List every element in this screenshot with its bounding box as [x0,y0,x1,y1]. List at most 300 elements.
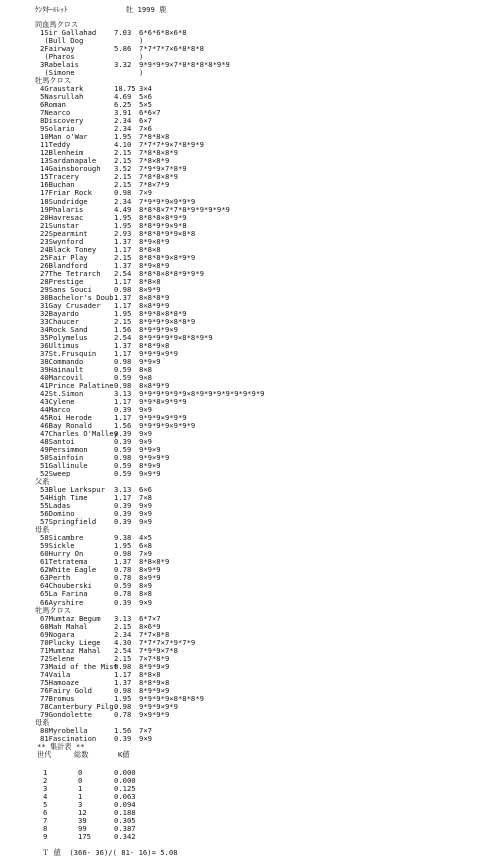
ancestor-name: 7Nearco [40,108,71,118]
ancestor-name: 5Nasrullah [40,92,84,102]
count: 12 [78,808,87,817]
ancestor-name: 70Plucky Liege [40,637,101,647]
summary-header [0,751,480,759]
blood-percentage: 1.17 [114,276,132,286]
ancestor-name: 43Cylene [40,397,75,406]
cross-pattern: 9×9*9 [139,469,161,479]
cross-pattern: 8×9 [139,581,152,591]
count: 0 [78,775,83,785]
ancestor-name: 21Sunstar [40,220,79,230]
blood-percentage: 0.98 [114,380,132,390]
col-generation: 世代 [37,749,52,759]
cross-pattern: 7*7*7*7×6*8*8*8 [139,44,204,54]
cross-pattern: 8*8*9×8 [139,677,170,687]
cross-pattern: 7*7×8*8 [139,629,170,639]
blood-percentage: 6.25 [114,100,132,110]
cross-pattern: 8*8*9×8 [139,340,170,350]
cross-pattern: 8*8×8 [139,669,161,679]
cross-pattern: 8*9*9×9 [139,661,170,671]
blood-percentage: 2.15 [114,148,132,158]
ancestor-name: 73Maid of the Mist [40,661,118,671]
cross-pattern: 6×8 [139,541,152,551]
ancestor-name: 55Ladas [40,501,71,511]
cross-pattern: 9×9 [139,733,152,743]
blood-percentage: 2.93 [114,228,132,238]
ancestor-name: 81Fascination [40,733,97,743]
ancestor-name: 47Charles O'Malley [40,429,118,438]
blood-percentage: 0.98 [114,701,132,711]
blood-percentage: 1.37 [114,557,132,567]
cross-row [0,518,480,526]
cross-pattern: 9*9*9×9*9 [139,701,178,711]
cross-pattern: 7*8*8×8 [139,132,170,142]
cross-pattern: 7*7*7×7*9*7*9 [139,637,196,647]
ancestor-name: 34Rock Sand [40,324,88,334]
ancestor-name: 3Rabelais [40,60,79,70]
ancestor-name: 57Springfield [40,517,97,527]
ancestor-name: 76Fairy Gold [40,685,92,695]
ancestor-name: 2Fairway [40,44,75,54]
cross-row [0,663,480,671]
cross-pattern: 7×9 [139,188,152,198]
ancestor-name: 36Ultimus [40,340,79,350]
col-k-value: K値 [118,749,130,759]
blood-percentage: 0.98 [114,356,132,366]
t-value-line [0,849,480,857]
section-heading: 同血馬クロス [35,20,79,29]
blood-percentage: 1.56 [114,421,132,430]
blood-percentage: 0.78 [114,565,132,575]
cross-pattern: 9×9 [139,509,152,519]
cross-pattern: 7*8×8*9 [139,156,170,166]
cross-pattern: 8*9×8*9 [139,260,170,270]
k-value: 0.188 [114,808,136,817]
cross-pattern: 9*9*9×9*9 [139,348,178,358]
blood-percentage: 0.39 [114,733,132,743]
blood-percentage: 1.17 [114,493,132,503]
summary-row [0,793,480,801]
blood-percentage: 1.37 [114,260,132,270]
ancestor-name: 64Chouberski [40,581,92,591]
generation: 3 [43,783,48,793]
generation: 8 [43,824,48,833]
ancestor-name: 69Nogara [40,629,75,639]
ancestor-name: 14Gainsborough [40,164,101,174]
k-value: 0.094 [114,799,136,809]
blood-percentage: 0.39 [114,437,132,447]
cross-pattern: 9*9*9*9×7*8*8*8*8*9*9 [139,60,230,70]
cross-pattern: 8*8*9*9×9*8 [139,220,187,230]
cross-pattern: 7*7*7*9×7*8*9*9 [139,140,204,150]
ancestor-name: 1Sir Gallahad [40,28,97,37]
count: 1 [78,791,83,801]
cross-pattern: 8×8*9*9 [139,300,170,310]
count: 99 [78,824,87,833]
ancestor-name: 12Blenheim [40,148,84,158]
cross-pattern: 7*9*9×7*8*9 [139,164,187,174]
blood-percentage: 4.10 [114,140,132,150]
ancestor-name: 75Hamoaze [40,677,79,687]
ancestor-name: 51Gallinule [40,461,88,471]
ancestor-name: 68Mah Mahal [40,621,88,631]
ancestor-name: 17Friar Rock [40,188,92,198]
ancestor-name: 26Blandford [40,260,88,270]
blood-percentage: 3.52 [114,164,132,174]
count: 39 [78,816,87,825]
blood-percentage: 0.59 [114,581,132,591]
ancestor-name: 33Chaucer [40,316,79,326]
section-heading: 父系 [35,477,50,487]
cross-pattern: 8*9*9*9*9×8*8*9*9 [139,332,213,342]
blood-percentage: 2.54 [114,645,132,655]
ancestor-name: 29Sans Souci [40,284,92,294]
cross-row [0,462,480,470]
blood-percentage: 18.75 [114,84,136,94]
ancestor-name: 24Black Toney [40,244,97,254]
blood-percentage: 4.49 [114,204,132,214]
cross-pattern: 3×4 [139,84,152,94]
blood-percentage: 0.39 [114,509,132,519]
blood-percentage: 3.32 [114,60,132,70]
ancestor-name: 11Teddy [40,140,71,150]
cross-row [0,470,480,478]
blood-percentage: 0.39 [114,501,132,511]
ancestor-name: (Pharos [40,52,75,62]
blood-percentage: 4.69 [114,92,132,102]
count: 0 [78,767,83,777]
ancestor-name: 80Myrobella [40,725,88,735]
ancestor-name: 72Selene [40,653,75,663]
blood-percentage: 2.54 [114,332,132,342]
k-value: 0.305 [114,816,136,825]
ancestor-name: 4Graustark [40,84,84,94]
blood-percentage: 2.34 [114,196,132,206]
ancestor-name: 30Bachelor's Doub. [40,292,118,302]
blood-percentage: 2.34 [114,629,132,639]
ancestor-name: 45Roi Herode [40,413,92,422]
cross-pattern: 8*8×8*9 [139,557,170,567]
blood-percentage: 2.15 [114,316,132,326]
cross-pattern: 7*8×7*9 [139,180,170,190]
blood-percentage: 0.98 [114,661,132,671]
ancestor-name: 60Hurry On [40,549,84,559]
cross-pattern: 8×8*8*9 [139,292,170,302]
blood-percentage: 1.95 [114,308,132,318]
ancestor-name: 23Swynford [40,236,84,246]
blood-percentage: 0.59 [114,372,132,382]
ancestor-name: 54High Time [40,493,88,503]
cross-pattern: 9*9×9 [139,445,161,455]
generation: 5 [43,799,48,809]
ancestor-name: 49Persimmon [40,445,88,455]
k-value: 0.125 [114,783,136,793]
cross-row [0,133,480,141]
horse-name: ｹﾝﾀｷｰﾙﾚｯﾄ [35,5,68,14]
generation: 9 [43,832,48,841]
cross-pattern: 6*7×7 [139,613,161,623]
cross-pattern: 8×9*9 [139,284,161,294]
k-value: 0.000 [114,775,136,785]
blood-percentage: 1.37 [114,292,132,302]
cross-pattern: 7×7 [139,725,152,735]
cross-row [0,69,480,77]
cross-pattern: 9*9*9×9*9*9 [139,413,187,422]
blood-percentage: 1.17 [114,397,132,406]
blood-percentage: 0.59 [114,364,132,374]
ancestor-name: 16Buchan [40,180,75,190]
summary-row [0,825,480,833]
cross-pattern: 8*8*8*9*9×8*8 [139,228,196,238]
ancestor-name: 67Mumtaz Begum [40,613,101,623]
ancestor-name: 52Sweep [40,469,71,479]
ancestor-name: 44Marco [40,405,71,414]
cross-row [0,494,480,502]
cross-pattern: 8*8*8*9×8*9*9 [139,252,196,262]
cross-pattern: 9×9 [139,501,152,511]
cross-pattern: 8*9×8*9 [139,236,170,246]
sex-year-color: 牡 1999 鹿 [126,5,167,14]
report-header [0,6,480,14]
blood-percentage: 1.56 [114,324,132,334]
blood-percentage: 0.78 [114,589,132,599]
blood-percentage: 7.03 [114,28,132,37]
blood-percentage: 0.59 [114,469,132,479]
ancestor-name: 66Ayrshire [40,597,84,607]
blood-percentage: 3.91 [114,108,132,118]
cross-pattern: 7×9 [139,549,152,559]
blood-percentage: 0.39 [114,597,132,607]
ancestor-name: 42St.Simon [40,388,84,398]
blood-percentage: 1.17 [114,669,132,679]
cross-pattern: 9*9*9*9×9*9*9 [139,421,196,430]
cross-pattern: 7*9*9*9×9*9*9 [139,196,196,206]
summary-row [0,785,480,793]
cross-row [0,93,480,101]
cross-pattern: 5×6 [139,92,152,102]
blood-percentage: 1.17 [114,348,132,358]
ancestor-name: 59Sickle [40,541,75,551]
count: 175 [78,832,91,841]
cross-pattern: 6*6×7 [139,108,161,118]
ancestor-name: (Simone [40,68,75,78]
cross-pattern: 9*9*8×9*9*9 [139,397,187,406]
generation: 2 [43,775,48,785]
cross-pattern: 8*8*8×8*8*9*9*9 [139,268,204,278]
cross-pattern: 8*9*9*9×9 [139,324,178,334]
cross-pattern: 8×9*9 [139,565,161,575]
cross-pattern: 8×6*9 [139,621,161,631]
ancestor-name: 35Polymelus [40,332,88,342]
cross-pattern: 8*8*8×8*9*9 [139,212,187,222]
k-value: 0.342 [114,832,136,841]
blood-percentage: 2.15 [114,621,132,631]
cross-pattern: 7*8*8×8*9 [139,172,178,182]
cross-pattern: 7×8 [139,493,152,503]
blood-percentage: 1.95 [114,693,132,703]
ancestor-name: 31Gay Crusader [40,300,101,310]
cross-pattern: 8*8×8 [139,276,161,286]
section-heading: 牝馬クロス [35,605,71,615]
cross-row [0,101,480,109]
ancestor-name: 28Prestige [40,276,84,286]
cross-pattern: 7*8*8×8*9 [139,148,178,158]
blood-percentage: 1.95 [114,220,132,230]
ancestor-name: 50Sainfoin [40,453,84,463]
ancestor-name: 18Sundridge [40,196,88,206]
blood-percentage: 3.13 [114,388,132,398]
blood-percentage: 2.15 [114,172,132,182]
cross-pattern: 8*9×9 [139,461,161,471]
summary-row [0,833,480,841]
blood-percentage: 0.39 [114,405,132,414]
blood-percentage: 0.59 [114,461,132,471]
ancestor-name: 10Man o'War [40,132,88,142]
cross-pattern: 9*9*9*9×8*8*8*9 [139,693,204,703]
ancestor-name: 40Marcovil [40,372,84,382]
cross-pattern: 8*8*8×7*7*8*9*9*9*9*9 [139,204,230,214]
cross-pattern: 8×8 [139,589,152,599]
blood-percentage: 1.37 [114,677,132,687]
cross-pattern: 6*6*6*8×6*8 [139,28,187,37]
cross-pattern: 4×5 [139,533,152,543]
ancestor-name: 38Commando [40,356,84,366]
blood-percentage: 1.37 [114,340,132,350]
ancestor-name: (Bull Dog [40,36,84,46]
k-value: 0.063 [114,791,136,801]
cross-row [0,599,480,607]
generation: 4 [43,791,48,801]
ancestor-name: 19Phalaris [40,204,84,214]
cross-pattern: 9×8 [139,372,152,382]
cross-pattern: 8×9*9 [139,573,161,583]
blood-percentage: 2.15 [114,156,132,166]
ancestor-name: 41Prince Palatine [40,380,114,390]
cross-pattern: 9*9*9*9*9*9×8*9*9*9*9*9*9*9*9 [139,388,265,398]
cross-pattern: 8×8 [139,364,152,374]
ancestor-name: 78Canterbury Pilg. [40,701,118,711]
ancestor-name: 56Domino [40,509,75,519]
ancestor-name: 9Solario [40,124,75,134]
ancestor-name: 63Perth [40,573,71,583]
cross-pattern: 9×9 [139,597,152,607]
cross-pattern: ) [139,68,144,78]
ancestor-name: 39Hainault [40,364,84,374]
ancestor-name: 15Tracery [40,172,79,182]
ancestor-name: 20Havresac [40,212,84,222]
summary-row [0,809,480,817]
cross-pattern: 9×9*9*9 [139,709,170,719]
ancestor-name: 32Bayardo [40,308,79,318]
section-heading: 母系 [35,525,50,535]
generation: 6 [43,808,48,817]
ancestor-name: 53Blue Larkspur [40,485,105,495]
blood-percentage: 1.37 [114,236,132,246]
cross-pattern: 9×9 [139,405,152,414]
blood-percentage: 2.15 [114,252,132,262]
blood-percentage: 0.39 [114,429,132,438]
cross-row [0,711,480,719]
col-count: 総数 [74,749,89,759]
blood-percentage: 1.17 [114,300,132,310]
cross-pattern: 7×7*8*9 [139,653,170,663]
ancestor-name: 61Tetratema [40,557,88,567]
summary-row [0,817,480,825]
blood-percentage: 2.34 [114,124,132,134]
cross-row [0,398,480,406]
cross-pattern: 8*9*9×9 [139,685,170,695]
cross-pattern: 6×7 [139,116,152,126]
ancestor-name: 37St.Frusquin [40,348,97,358]
blood-percentage: 1.17 [114,413,132,422]
cross-pattern: 9×9 [139,437,152,447]
section-heading: 牡馬クロス [35,76,71,86]
ancestor-name: 79Gondolette [40,709,92,719]
ancestor-name: 65La Farina [40,589,88,599]
summary-title [0,743,480,751]
cross-pattern: 8*9*8×8*8*9 [139,308,187,318]
cross-pattern: 9*9×9*9 [139,453,170,463]
blood-percentage: 0.98 [114,188,132,198]
cross-pattern: 9*9×9 [139,356,161,366]
ancestor-name: 77Bromus [40,693,75,703]
blood-percentage: 4.30 [114,637,132,647]
blood-percentage: 2.34 [114,116,132,126]
blood-percentage: 0.39 [114,517,132,527]
ancestor-name: 62White Eagle [40,565,97,575]
ancestor-name: 6Roman [40,100,66,110]
ancestor-name: 48Santoi [40,437,75,447]
blood-percentage: 0.98 [114,453,132,463]
t-value: Ｔ 値 (366- 36)/( 81- 16)= 5.08 [42,848,178,857]
ancestor-name: 13Sardanapale [40,156,97,166]
blood-percentage: 1.95 [114,541,132,551]
count: 3 [78,799,83,809]
blood-percentage: 2.54 [114,268,132,278]
generation: 7 [43,816,48,825]
blood-percentage: 1.95 [114,132,132,142]
summary-row [0,769,480,777]
cross-pattern: 9×9 [139,429,152,438]
summary-row [0,777,480,785]
section-heading: 母系 [35,717,50,727]
blood-percentage: 3.13 [114,485,132,495]
blood-percentage: 2.15 [114,180,132,190]
blood-percentage: 3.13 [114,613,132,623]
ancestor-name: 25Fair Play [40,252,88,262]
ancestor-name: 74Vaila [40,669,71,679]
blood-percentage: 0.98 [114,685,132,695]
ancestor-name: 58Sicambre [40,533,84,543]
cross-pattern: 8*9*9*9×8*8*9 [139,316,196,326]
blood-percentage: 1.56 [114,725,132,735]
blood-percentage: 1.17 [114,244,132,254]
cross-pattern: 9×9 [139,517,152,527]
cross-pattern: 8×8*9*9 [139,380,170,390]
blood-percentage: 9.38 [114,533,132,543]
ancestor-name: 46Bay Ronald [40,421,92,430]
blood-percentage: 5.86 [114,44,132,54]
cross-pattern: 5×5 [139,100,152,110]
blood-percentage: 0.98 [114,549,132,559]
cross-pattern: 6×6 [139,485,152,495]
blood-percentage: 1.95 [114,212,132,222]
cross-pattern: ) [139,36,144,46]
ancestor-name: 71Mumtaz Mahal [40,645,101,655]
cross-pattern: 7*9*9×7*8 [139,645,178,655]
summary-heading: ** 集計表 ** [37,741,85,751]
blood-percentage: 0.78 [114,573,132,583]
count: 1 [78,783,83,793]
